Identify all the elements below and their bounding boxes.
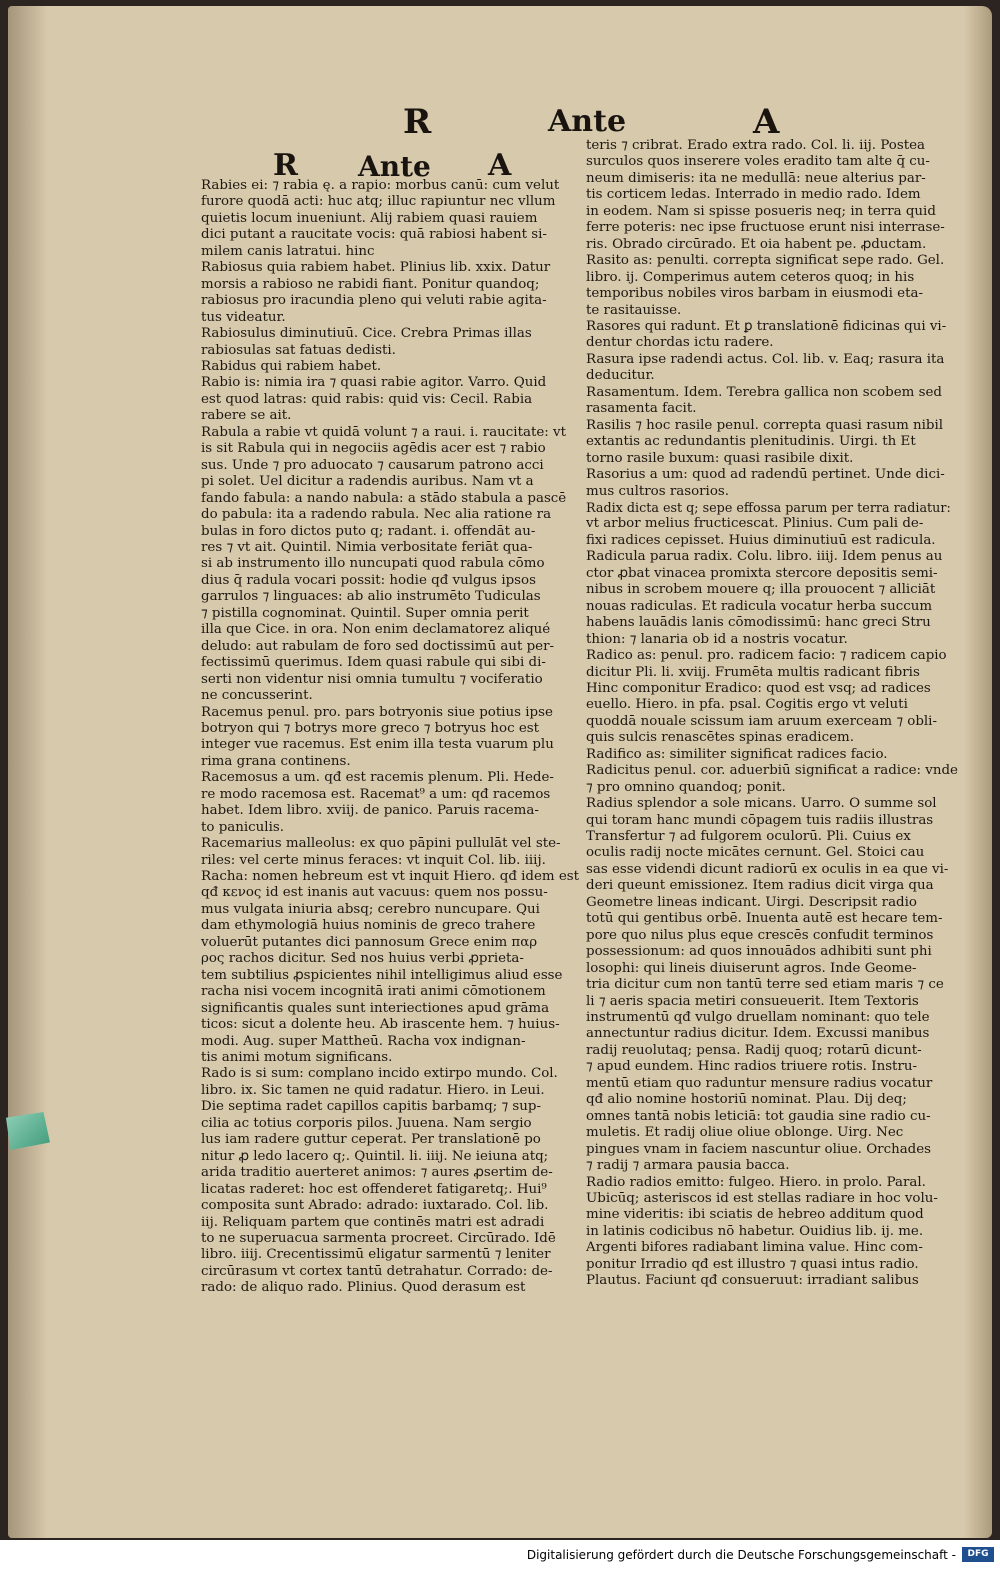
- text-line: quis sulcis renascētes spinas eradicem.: [586, 730, 854, 746]
- text-line: muletis. Et radij oliue oliue oblonge. Uirg. Nec: [586, 1125, 904, 1141]
- text-line: Radio radios emitto: fulgeo. Hiero. in prolo. Paral.: [586, 1174, 926, 1190]
- text-line: li ⁊ aeris spacia metiri consueuerit. Item Textoris: [586, 993, 919, 1009]
- text-line: Rasores qui radunt. Et ꝑ translationē fidicinas qui vi-: [586, 318, 947, 334]
- text-line: licatas raderet: hoc est offenderet fatigaretq;. Hui⁹: [201, 1181, 547, 1197]
- text-line: Rabidus qui rabiem habet.: [201, 358, 382, 374]
- text-line: fixi radices cepisset. Huius diminutiuū est radicula.: [586, 532, 936, 548]
- text-line: dentur chordas ictu radere.: [586, 335, 774, 351]
- text-line: qđ κενος id est inanis aut vacuus: quem nos possu-: [201, 885, 548, 901]
- text-line: ticos: sicut a dolente heu. Ab irascente hem. ⁊ huius-: [201, 1017, 560, 1033]
- text-line: radij reuolutaq; pensa. Radij quoq; rotarū dicunt-: [586, 1042, 922, 1058]
- text-line: Radico as: penul. pro. radicem facio: ⁊ radicem capio: [586, 648, 947, 664]
- text-line: euello. Hiero. in pfa. psal. Cogitis ergo vt veluti: [586, 697, 908, 713]
- text-line: est quod latras: quid rabis: quid vis: Cecil. Rabia: [201, 391, 533, 407]
- running-head-left-letter: R: [403, 102, 432, 142]
- text-line: omnes tantā nobis leticiā: tot gaudia sine radio cu-: [586, 1108, 931, 1124]
- text-line: rasamenta facit.: [586, 401, 697, 417]
- text-line: rado: de aliquo rado. Plinius. Quod derasum est: [201, 1280, 526, 1296]
- text-line: ⁊ pro omnino quandoq; ponit.: [586, 779, 786, 795]
- text-line: circūrasum vt cortex tantū detrahatur. Corrado: de-: [201, 1263, 553, 1279]
- text-line: thion: ⁊ lanaria ob id a nostris vocatur.: [586, 631, 848, 647]
- text-line: nibus in scrobem mouere q; illa prouocent ⁊ alliciāt: [586, 582, 936, 598]
- text-line: extantis ac redundantis plenitudinis. Uirgi. th Et: [586, 434, 916, 450]
- text-line: Racemarius malleolus: ex quo pāpini pullulāt vel ste-: [201, 836, 561, 852]
- text-line: ferre poteris: nec ipse fructuose erunt nisi interrase-: [586, 220, 945, 236]
- text-line: nouas radiculas. Et radicula vocatur herba succum: [586, 598, 933, 614]
- text-line: losophi: qui lineis diuiserunt agros. Inde Geome-: [586, 960, 917, 976]
- text-line: quoddā nouale scissum iam aruum exerceam ⁊ obli-: [586, 713, 937, 729]
- text-line: dam ethymologiā huius nominis de greco trahere: [201, 918, 536, 934]
- text-line: ⁊ pistilla cognominat. Quintil. Super omnia perit: [201, 605, 529, 621]
- text-line: rabiosulas sat fatuas dedisti.: [201, 342, 396, 358]
- running-head: [8, 102, 992, 142]
- text-line: mus vulgata iniuria absq; cerebro nuncupare. Qui: [201, 901, 540, 917]
- column-head-right-letter: A: [488, 148, 512, 183]
- text-line: illa que Cice. in ora. Non enim declamatorez aliqué: [201, 622, 551, 638]
- text-line: Rasorius a um: quod ad radendū pertinet. Unde dici-: [586, 467, 945, 483]
- text-line: sas esse videndi dicunt radiorū ex oculis in ea que vi-: [586, 861, 949, 877]
- text-line: in eodem. Nam si spisse posueris neq; in terra quid: [586, 203, 936, 219]
- text-line: dius q̄ radula vocari possit: hodie qđ vulgus ipsos: [201, 572, 536, 588]
- text-line: to ne superuacua sarmenta procreet. Circūrado. Idē: [201, 1231, 556, 1246]
- text-line: ⁊ radij ⁊ armara pausia bacca.: [586, 1158, 790, 1174]
- book-page: [8, 6, 992, 1538]
- text-line: dicitur Pli. li. xviij. Frumēta multis radicant fibris: [586, 664, 920, 680]
- text-line: garrulos ⁊ linguaces: ab alio instrumēto Tudiculas: [201, 589, 541, 605]
- text-line: libro. iiij. Crecentissimū eligatur sarmentū ⁊ leniter: [201, 1247, 551, 1263]
- text-line: Radix dicta est q; sepe effossa parum per terra radiatur:: [586, 499, 951, 515]
- text-line: sus. Unde ⁊ pro aduocato ⁊ causarum patrono acci: [201, 457, 544, 473]
- text-line: quietis locum inueniunt. Alij rabiem quasi rauiem: [201, 210, 538, 226]
- text-line: habens lauādis lanis cōmodissimū: hanc greci Stru: [586, 615, 931, 631]
- text-line: fectissimū querimus. Idem quasi rabule qui sibi di-: [201, 655, 546, 671]
- column-head-left-letter: R: [273, 148, 298, 183]
- text-line: habet. Idem libro. xviij. de panico. Paruis racema-: [201, 803, 539, 819]
- text-line: rima grana continens.: [201, 753, 351, 769]
- text-line: deducitur.: [586, 368, 655, 384]
- right-text-column: [586, 138, 958, 1303]
- text-line: Rabiosulus diminutiuū. Cice. Crebra Primas illas: [201, 326, 532, 342]
- text-line: rabere se ait.: [201, 408, 292, 424]
- text-line: Rabiosus quia rabiem habet. Plinius lib. xxix. Datur: [201, 260, 551, 276]
- text-line: ρος rachos dicitur. Sed nos huius verbi ꝓprieta-: [201, 951, 524, 967]
- text-line: riles: vel certe minus feraces: vt inquit Col. lib. iiij.: [201, 852, 546, 868]
- text-line: vt arbor melius fructicescat. Plinius. Cum pali de-: [586, 516, 924, 532]
- text-line: Die septima radet capillos capitis barbamq; ⁊ sup-: [201, 1099, 541, 1115]
- text-line: mine videritis: ibi sciatis de hebreo additum quod: [586, 1207, 924, 1223]
- text-line: Radius splendor a sole micans. Uarro. O summe sol: [586, 796, 937, 812]
- text-line: Rasilis ⁊ hoc rasile penul. correpta quasi rasum nibil: [586, 417, 944, 433]
- text-line: Racemosus a um. qđ est racemis plenum. Pli. Hede-: [201, 770, 554, 786]
- text-line: pore quo nilus plus eque crescēs confudit terminos: [586, 927, 934, 943]
- text-line: Hinc componitur Eradico: quod est vsq; ad radices: [586, 680, 931, 696]
- text-line: temporibus nobiles viros barbam in eiusmodi eta-: [586, 286, 923, 302]
- text-line: arida traditio auerteret animos: ⁊ aures ꝓsertim de-: [201, 1165, 553, 1181]
- text-line: bulas in foro dictos puto q; radant. i. offendāt au-: [201, 523, 536, 539]
- text-line: botryon qui ⁊ botrys more greco ⁊ botryus hoc est: [201, 720, 540, 736]
- text-line: si ab instrumento illo nuncupati quod rabula cōmo: [201, 556, 545, 572]
- text-line: libro. ix. Sic tamen ne quid radatur. Hiero. in Leui.: [201, 1082, 545, 1098]
- text-line: pingues vnam in faciem nascuntur oliue. Orchades: [586, 1141, 932, 1157]
- text-line: mus cultros rasorios.: [586, 483, 730, 499]
- text-line: modi. Aug. super Mattheū. Racha vox indignan-: [201, 1033, 526, 1049]
- text-line: res ⁊ vt ait. Quintil. Nimia verbositate feriāt qua-: [201, 539, 533, 555]
- text-line: tus videatur.: [201, 309, 286, 325]
- text-line: significantis quales sunt interiectiones apud grāma: [201, 1000, 550, 1016]
- text-line: Rado is si sum: complano incido extirpo mundo. Col.: [201, 1066, 558, 1082]
- text-line: instrumentū qđ vulgo druellam nominant: quo tele: [586, 1010, 930, 1026]
- running-head-word: Ante: [548, 104, 627, 139]
- text-line: totū qui gentibus orbē. Inuenta autē est hecare tem-: [586, 911, 943, 927]
- text-line: teris ⁊ cribrat. Erado extra rado. Col. li. iij. Postea: [586, 138, 926, 153]
- text-line: Rabio is: nimia ira ⁊ quasi rabie agitor. Varro. Quid: [201, 375, 547, 391]
- text-line: tis animi motum significans.: [201, 1050, 393, 1066]
- text-line: oculis radij nocte micātes cernunt. Gel. Stoici cau: [586, 845, 925, 861]
- text-line: racha nisi vocem incognitā irati animi cōmotionem: [201, 984, 546, 1000]
- text-line: Rabula a rabie vt quidā volunt ⁊ a raui. i. raucitate: vt: [201, 424, 566, 440]
- text-line: serti non videntur nisi omnia tumultu ⁊ vociferatio: [201, 671, 543, 687]
- text-line: Rasura ipse radendi actus. Col. lib. v. Eaq; rasura ita: [586, 351, 945, 367]
- dfg-logo-icon: DFG: [962, 1547, 994, 1562]
- text-line: ponitur Irradio qđ est illustro ⁊ quasi intus radio.: [586, 1256, 919, 1272]
- text-line: pi solet. Uel dicitur a radendis auribus. Nam vt a: [201, 474, 534, 490]
- text-line: Rasamentum. Idem. Terebra gallica non scobem sed: [586, 384, 943, 400]
- text-line: dici putant a raucitate vocis: quā rabiosi habent si-: [201, 227, 547, 243]
- text-line: furore quodā acti: huc atq; illuc rapiuntur nec vllum: [201, 194, 556, 210]
- text-line: possessionum: ad quos innouādos adhibiti sunt phi: [586, 944, 932, 960]
- text-line: iij. Reliquam partem que continēs matri est adradi: [201, 1214, 545, 1230]
- text-line: Transfertur ⁊ ad fulgorem oculorū. Pli. Cuius ex: [586, 829, 911, 845]
- text-line: Radicula parua radix. Colu. libro. iiij. Idem penus au: [586, 549, 943, 565]
- text-line: Radicitus penul. cor. aduerbiū significat a radice: vnde: [586, 763, 958, 779]
- text-line: to paniculis.: [201, 819, 284, 835]
- text-line: nitur ꝓ ledo lacero q;. Quintil. li. iiij. Ne ieiuna atq;: [201, 1148, 549, 1164]
- text-line: tem subtilius ꝓspicientes nihil intelligimus aliud esse: [201, 967, 563, 983]
- running-head-right-letter: A: [753, 102, 780, 142]
- text-line: deludo: aut rabulam de foro sed doctissimū aut per-: [201, 638, 555, 654]
- text-line: Plautus. Faciunt qđ consueruut: irradiant salibus: [586, 1273, 919, 1289]
- text-line: ne concusserint.: [201, 688, 313, 704]
- text-line: Geometre lineas indicant. Uirgi. Descripsit radio: [586, 894, 917, 910]
- text-line: surculos quos inserere voles eradito tam alte q̄ cu-: [586, 154, 930, 170]
- footer-credit-text: Digitalisierung gefördert durch die Deutsche Forschungsgemeinschaft -: [526, 1548, 956, 1562]
- text-line: Rabies ei: ⁊ rabia ę. a rapio: morbus canū: cum velut: [201, 178, 560, 193]
- text-line: do pabula: ita a radendo rabula. Nec alia ratione ra: [201, 507, 552, 523]
- text-line: libro. ij. Comperimus autem ceteros quoq; in his: [586, 269, 915, 285]
- text-line: voluerūt putantes dici pannosum Grece enim παρ: [201, 934, 538, 950]
- text-line: annectuntur radius dicitur. Idem. Excussi manibus: [586, 1026, 930, 1042]
- text-line: ctor ꝓbat vinacea promixta stercore depositis semi-: [586, 565, 938, 581]
- left-text-column: [201, 178, 586, 1296]
- page-edge-shadow: [964, 6, 992, 1538]
- text-line: fando fabula: a nando nabula: a stādo stabula a pascē: [201, 490, 567, 506]
- text-line: composita sunt Abrado: adrado: iuxtarado. Col. lib.: [201, 1198, 549, 1214]
- text-line: rabiosus pro iracundia pleno qui veluti rabie agita-: [201, 293, 547, 309]
- text-line: tis corticem ledas. Interrado in medio rado. Idem: [586, 187, 921, 203]
- text-line: neum dimiseris: ita ne medullā: neue alterius par-: [586, 170, 926, 186]
- text-line: integer vue racemus. Est enim illa testa vuarum plu: [201, 737, 554, 753]
- text-line: torno rasile buxum: quasi rasibile dixit.: [586, 450, 854, 466]
- text-line: ris. Obrado circūrado. Et oia habent pe. ꝓductam.: [586, 236, 927, 252]
- text-line: Racha: nomen hebreum est vt inquit Hiero. qđ idem est: [201, 869, 580, 885]
- text-line: Ubicūq; asteriscos id est stellas radiare in hoc volu-: [586, 1191, 938, 1206]
- text-line: cilia ac totius corporis pilos. Juuena. Nam sergio: [201, 1115, 532, 1131]
- text-line: tria dicitur cum non tantū terre sed etiam maris ⁊ ce: [586, 977, 944, 993]
- text-line: ⁊ apud eundem. Hinc radios triuere rotis. Instru-: [586, 1059, 917, 1075]
- text-line: morsis a rabioso ne rabidi fiant. Ponitur quandoq;: [201, 276, 540, 292]
- column-head-word: Ante: [358, 150, 431, 183]
- text-line: te rasitauisse.: [586, 302, 682, 318]
- text-line: mentū etiam quo raduntur mensure radius vocatur: [586, 1075, 933, 1091]
- page-gutter-shadow: [8, 6, 48, 1538]
- text-line: deri queunt emissionez. Item radius dicit virga qua: [586, 878, 934, 894]
- text-line: Radifico as: similiter significat radices facio.: [586, 746, 888, 762]
- text-line: Racemus penul. pro. pars botryonis siue potius ipse: [201, 704, 553, 720]
- text-line: milem canis latratui. hinc: [201, 243, 375, 259]
- text-line: Rasito as: penulti. correpta significat sepe rado. Gel.: [586, 253, 945, 269]
- text-line: qđ alio nomine hostoriū nominat. Plau. Dij deq;: [586, 1092, 907, 1108]
- text-line: Argenti bifores radiabant limina value. Hinc com-: [586, 1240, 923, 1256]
- text-line: lus iam radere guttur ceperat. Per translationē po: [201, 1132, 541, 1148]
- text-line: re modo racemosa est. Racemat⁹ a um: qđ racemos: [201, 786, 551, 802]
- text-line: is sit Rabula qui in negociis agēdis acer est ⁊ rabio: [201, 441, 546, 457]
- footer-bar: [0, 1540, 1000, 1569]
- text-line: in latinis codicibus nō habetur. Ouidius lib. ij. me.: [586, 1223, 924, 1239]
- text-line: qui toram hanc mundi cōpagem tuis radiis illustras: [586, 812, 934, 828]
